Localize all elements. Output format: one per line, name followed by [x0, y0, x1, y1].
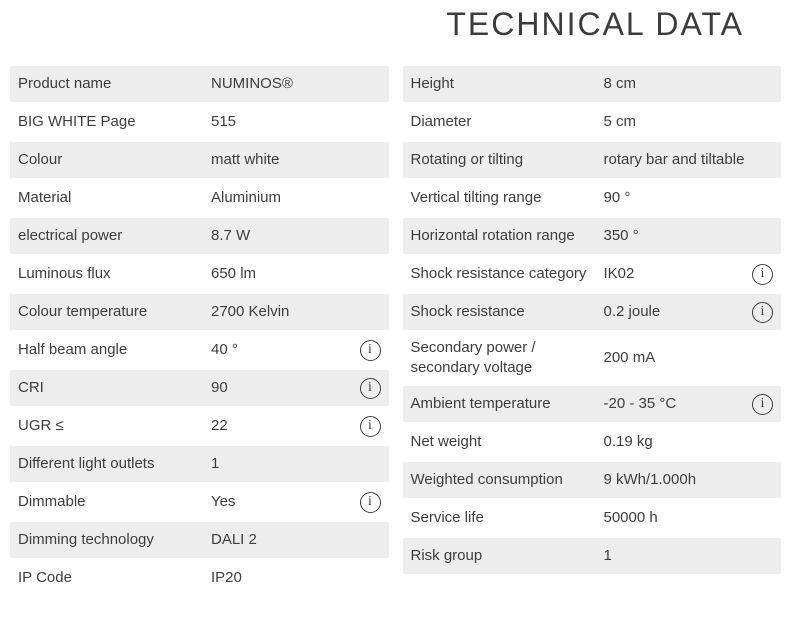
page-header — [0, 6, 744, 43]
spec-label: Colour temperature — [18, 303, 148, 320]
spec-value: 200 mA — [603, 349, 656, 366]
spec-label: Risk group — [410, 547, 483, 564]
table-row — [403, 66, 782, 104]
spec-value: 0.19 kg — [603, 433, 653, 450]
spec-label: Material — [18, 189, 72, 206]
info-button[interactable] — [752, 394, 773, 415]
spec-label: Secondary power / secondary voltage — [410, 339, 536, 376]
table-row — [10, 180, 389, 218]
table-row — [403, 256, 782, 294]
spec-label: electrical power — [18, 227, 123, 244]
spec-value: 8.7 W — [211, 227, 251, 244]
spec-label: Half beam angle — [18, 341, 128, 358]
spec-value: matt white — [211, 151, 280, 168]
spec-label: Service life — [410, 509, 484, 526]
table-row — [10, 256, 389, 294]
spec-label: Dimmable — [18, 493, 86, 510]
table-row — [403, 538, 782, 576]
info-button[interactable] — [752, 264, 773, 285]
spec-label: Net weight — [410, 433, 482, 450]
spec-tables-container — [10, 66, 781, 598]
table-row — [403, 180, 782, 218]
table-row — [403, 104, 782, 142]
table-row — [403, 386, 782, 424]
spec-value: Yes — [211, 493, 236, 510]
spec-value: DALI 2 — [211, 531, 257, 548]
spec-label: UGR ≤ — [18, 417, 64, 434]
info-button[interactable] — [360, 378, 381, 399]
spec-value: 90 — [211, 379, 228, 396]
table-row — [10, 294, 389, 332]
spec-label: Vertical tilting range — [410, 189, 542, 206]
spec-label: Dimming technology — [18, 531, 154, 548]
table-row — [10, 218, 389, 256]
spec-value: 8 cm — [603, 75, 637, 92]
spec-label: CRI — [18, 379, 44, 396]
table-row — [403, 142, 782, 180]
table-row — [403, 462, 782, 500]
spec-value: NUMINOS® — [211, 75, 293, 92]
spec-value: Aluminium — [211, 189, 282, 206]
table-row — [10, 370, 389, 408]
spec-label: Ambient temperature — [410, 395, 551, 412]
table-row — [403, 218, 782, 256]
table-row — [10, 332, 389, 370]
info-icon: i — [760, 396, 765, 411]
table-row — [403, 294, 782, 332]
spec-value: IK02 — [603, 265, 635, 282]
spec-value: 9 kWh/1.000h — [603, 471, 697, 488]
table-row — [10, 522, 389, 560]
info-icon: i — [368, 494, 372, 509]
spec-value: rotary bar and tiltable — [603, 151, 745, 168]
spec-label: BIG WHITE Page — [18, 113, 136, 130]
info-button[interactable] — [360, 340, 381, 361]
spec-value: -20 - 35 °C — [603, 395, 677, 412]
spec-value: 5 cm — [603, 113, 637, 130]
info-button[interactable] — [360, 416, 381, 437]
info-icon: i — [368, 418, 372, 433]
spec-value: 1 — [211, 455, 220, 472]
spec-label: Rotating or tilting — [410, 151, 524, 168]
spec-value: 1 — [603, 547, 612, 564]
spec-value: 22 — [211, 417, 228, 434]
spec-value: 350 ° — [603, 227, 639, 244]
spec-value: 50000 h — [603, 509, 658, 526]
spec-label: IP Code — [18, 569, 72, 586]
info-button[interactable] — [360, 492, 381, 513]
spec-value: 0.2 joule — [603, 303, 661, 320]
info-icon: i — [760, 266, 765, 281]
table-row — [403, 424, 782, 462]
left-spec-table — [10, 66, 389, 598]
spec-label: Shock resistance category — [410, 265, 587, 282]
spec-value: IP20 — [211, 569, 242, 586]
spec-value: 40 ° — [211, 341, 238, 358]
spec-label: Colour — [18, 151, 63, 168]
spec-value: 650 lm — [211, 265, 257, 282]
table-row — [10, 446, 389, 484]
table-row — [10, 560, 389, 598]
info-icon: i — [760, 304, 765, 319]
spec-label: Weighted consumption — [410, 471, 563, 488]
table-row — [10, 104, 389, 142]
table-row — [10, 66, 389, 104]
info-button[interactable] — [752, 302, 773, 323]
info-icon: i — [368, 380, 372, 395]
spec-label: Luminous flux — [18, 265, 111, 282]
table-row — [10, 408, 389, 446]
spec-label: Shock resistance — [410, 303, 525, 320]
spec-label: Different light outlets — [18, 455, 155, 472]
spec-value: 2700 Kelvin — [211, 303, 290, 320]
spec-label: Height — [410, 75, 454, 92]
table-row — [10, 142, 389, 180]
info-icon: i — [368, 342, 372, 357]
table-row — [403, 332, 782, 386]
spec-value: 515 — [211, 113, 237, 130]
spec-label: Horizontal rotation range — [410, 227, 575, 244]
table-row — [10, 484, 389, 522]
spec-label: Diameter — [410, 113, 472, 130]
table-row — [403, 500, 782, 538]
spec-label: Product name — [18, 75, 112, 92]
page-title: TECHNICAL DATA — [446, 6, 744, 42]
right-spec-table — [403, 66, 782, 576]
spec-value: 90 ° — [603, 189, 631, 206]
